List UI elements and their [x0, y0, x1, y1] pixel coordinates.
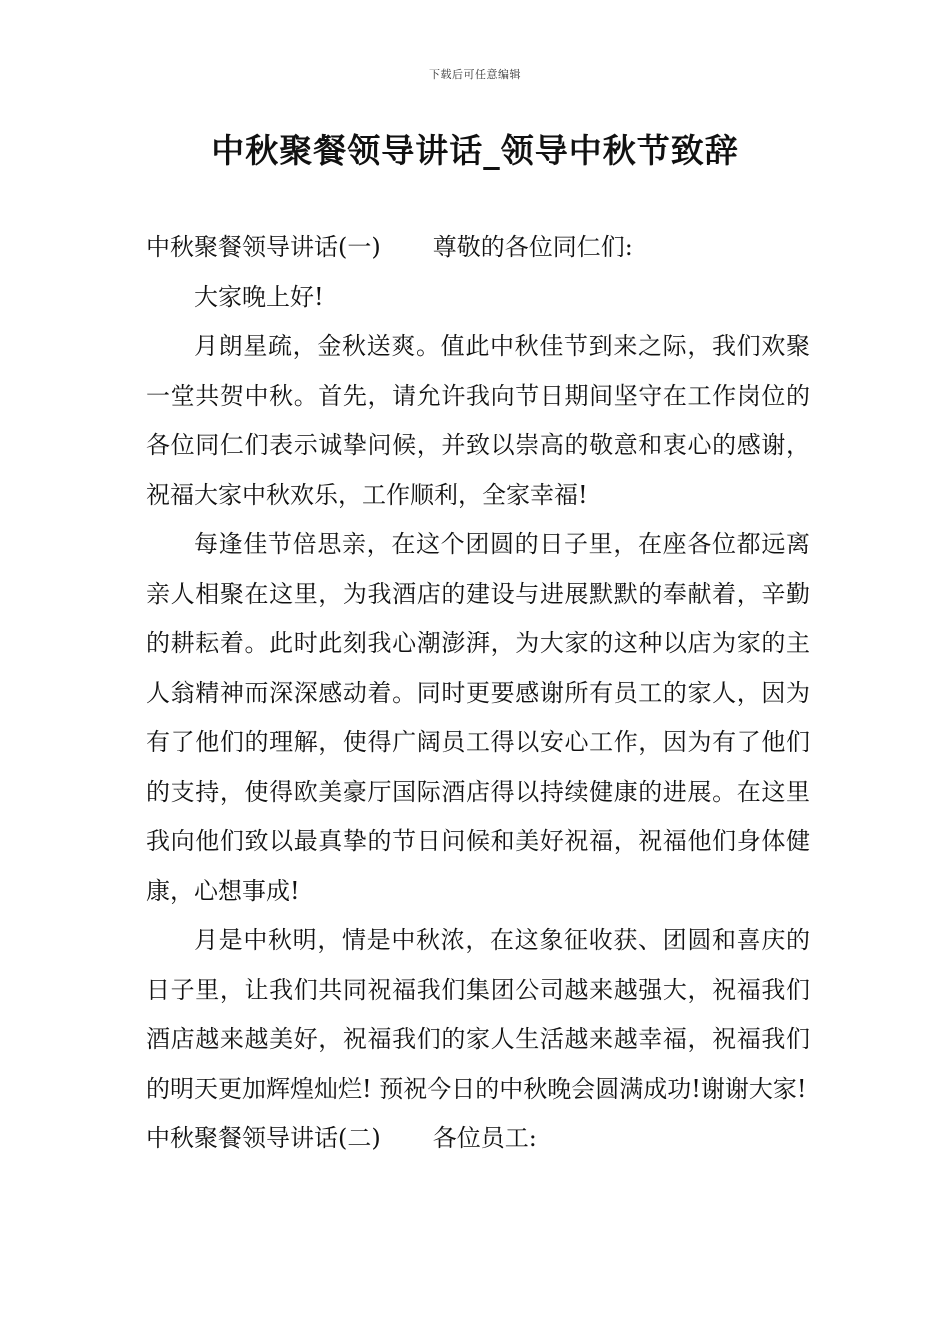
section-2-title: 中秋聚餐领导讲话(二) — [146, 1124, 381, 1152]
header-note: 下载后可任意编辑 — [429, 68, 521, 81]
section-1-salutation: 尊敬的各位同仁们: — [432, 233, 633, 261]
paragraph-2: 每逢佳节倍思亲，在这个团圆的日子里，在座各位都远离亲人相聚在这里，为我酒店的建设与进展默默的奉献着，辛勤的耕耘着。此时此刻我心潮澎湃，为大家的这种以店为家的主人翁精神而深深感动着。同时更要感谢所有员工的家人，因为有了他们的理解，使得广阔员工得以安心工作，因为有了他们的支持，使得欧美豪厅国际酒店得以持续健康的进展。在这里我向他们致以最真挚的节日问候和美好祝福，祝福他们身体健康，心想事成! — [146, 530, 810, 905]
section-heading-1 — [146, 223, 810, 273]
section-2-salutation: 各位员工: — [432, 1124, 537, 1152]
paragraph-1: 月朗星疏，金秋送爽。值此中秋佳节到来之际，我们欢聚一堂共贺中秋。首先，请允许我向节日期间坚守在工作岗位的各位同仁们表示诚挚问候，并致以崇高的敬意和衷心的感谢，祝福大家中秋欢乐，工作顺利，全家幸福! — [146, 332, 810, 509]
document-title: 中秋聚餐领导讲话_领导中秋节致辞 — [211, 131, 739, 170]
paragraph-greeting: 大家晚上好! — [194, 282, 324, 311]
section-1-title: 中秋聚餐领导讲话(一) — [146, 233, 381, 261]
document-body — [146, 223, 810, 1164]
paragraph-3: 月是中秋明，情是中秋浓，在这象征收获、团圆和喜庆的日子里，让我们共同祝福我们集团公司越来越强大，祝福我们酒店越来越美好，祝福我们的家人生活越来越幸福，祝福我们的明天更加辉煌灿烂! 预祝今日的中秋晚会圆满成功!谢谢大家! — [146, 926, 810, 1103]
section-heading-2 — [146, 1114, 810, 1164]
